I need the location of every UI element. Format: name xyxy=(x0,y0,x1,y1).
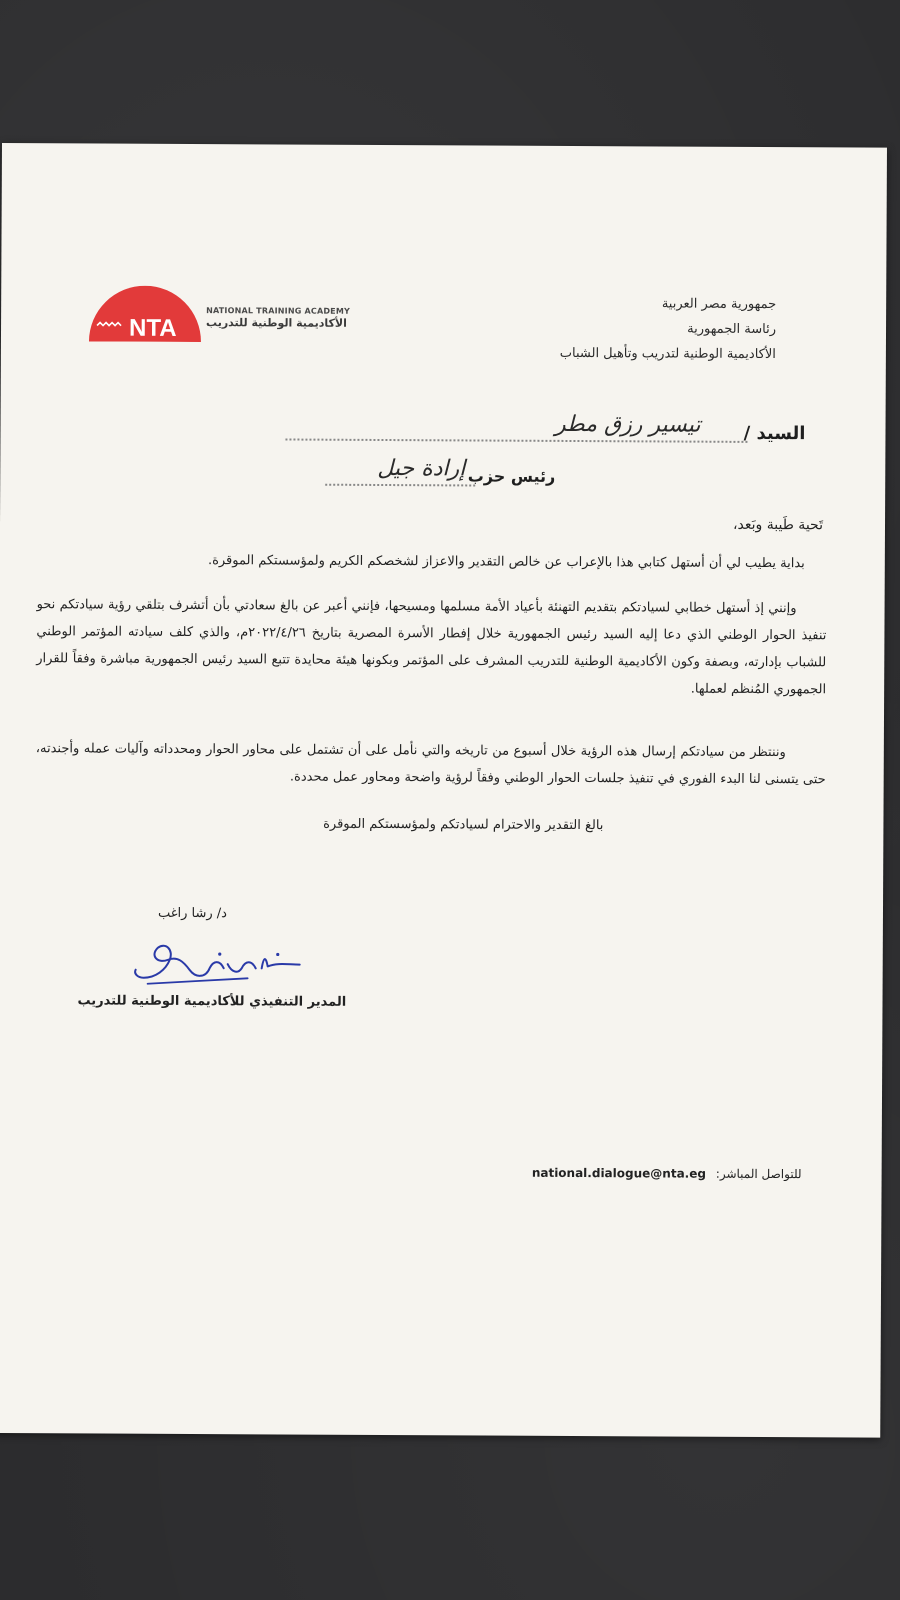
letterhead-line-country: جمهورية مصر العربية xyxy=(661,296,777,313)
addressee-line xyxy=(285,411,806,457)
handwritten-signature xyxy=(128,934,308,995)
letter-paper xyxy=(0,143,887,1438)
logo-abbr: NTA xyxy=(128,314,177,342)
logo-arabic-name: الأكاديمية الوطنية للتدريب xyxy=(206,316,347,330)
nta-logo-mark xyxy=(89,285,201,342)
paragraph-2: وإنني إذ أستهل خطابي لسيادتكم بتقديم التهنئة بأعياد الأمة مسلمها ومسيحها، فإنني أعبر عن بالغ سعادتي بأن أتشرف بتلقي رؤية سيادتكم نحو تنفيذ الحوار الوطني الذي دعا إليه السيد رئيس الجمهورية خلال إفطار الأسرة المصرية بتاريخ ٢٠٢٢/٤/٢٦م، والذي كلف سيادته المؤتمر الوطني للشباب بإدارته، وبصفة وكون الأكاديمية الوطنية للتدريب المشرف على المؤتمر وبكونها هيئة محايدة تتبع السيد رئيس الجمهورية مباشرة وفقاً للقرار الجمهوري المُنظم لعملها. xyxy=(36,597,827,698)
signatory-title: المدير التنفيذي للأكاديمية الوطنية للتدريب xyxy=(77,993,347,1010)
closing-line: بالغ التقدير والاحترام لسيادتكم ولمؤسستكم الموقرة xyxy=(323,816,604,834)
letterhead-line-academy: الأكاديمية الوطنية لتدريب وتأهيل الشباب xyxy=(559,345,776,363)
contact-email[interactable]: national.dialogue@nta.eg xyxy=(531,1165,707,1181)
party-line xyxy=(325,455,556,501)
signatory-name: د/ رشا راغب xyxy=(157,905,228,922)
party-name-handwritten: إرادة جيل xyxy=(377,455,466,482)
greeting: تَحية طَيبة وبَعد، xyxy=(733,516,824,534)
addressee-label: السيد / xyxy=(743,422,806,445)
contact-line xyxy=(532,1166,802,1181)
letterhead xyxy=(560,291,777,367)
nta-logo xyxy=(89,285,351,342)
paragraph-1: بداية يطيب لي أن أستهل كتابي هذا بالإعراب عن خالص التقدير والاعزاز لشخصكم الكريم ولمؤسستكم الموقرة. xyxy=(207,553,805,572)
addressee-dotted-line xyxy=(285,438,747,442)
addressee-name-handwritten: تيسير رزق مطر xyxy=(555,411,701,438)
paragraph-3: وننتظر من سيادتكم إرسال هذه الرؤية خلال أسبوع من تاريخه والتي نأمل على أن تشتمل على محاور الحوار ومحدداته وآليات عمله وأجندته، حتى يتسنى لنا البدء الفوري في تنفيذ جلسات الحوار الوطني وفقاً لرؤية واضحة ومحاور عمل محددة. xyxy=(35,741,826,788)
letterhead-line-presidency: رئاسة الجمهورية xyxy=(687,321,777,338)
logo-english-name: NATIONAL TRAINING ACADEMY xyxy=(206,306,351,316)
party-dotted-line xyxy=(325,484,475,487)
contact-label: للتواصل المباشر: xyxy=(715,1166,802,1182)
party-title-label: رئيس حزب xyxy=(467,466,556,486)
